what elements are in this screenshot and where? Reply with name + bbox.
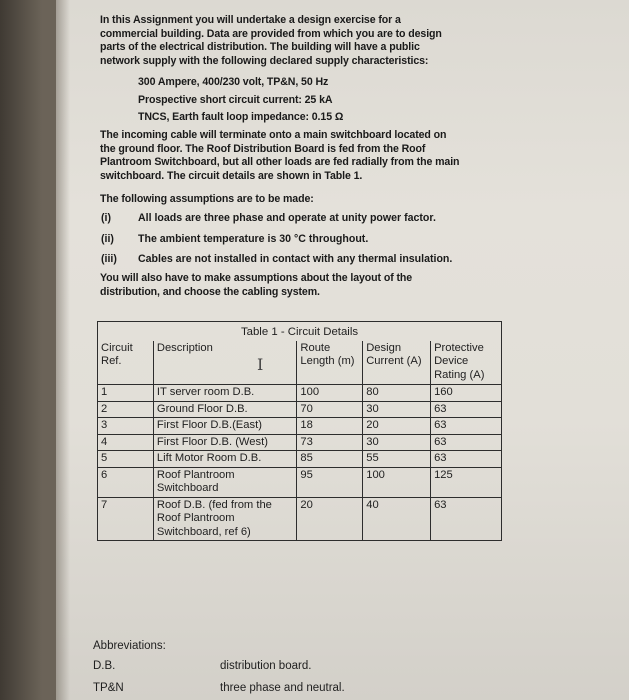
- supply-line: TNCS, Earth fault loop impedance: 0.15 Ω: [138, 111, 344, 123]
- cell-ref: 3: [98, 418, 154, 435]
- cell-current: 100: [363, 467, 431, 497]
- cell-description: Ground Floor D.B.: [153, 401, 297, 418]
- intro-line: commercial building. Data are provided from which you are to design: [100, 27, 442, 40]
- cell-current: 20: [363, 418, 431, 435]
- cell-ref: 5: [98, 451, 154, 468]
- table-row: [98, 385, 502, 402]
- cable-line: the ground floor. The Roof Distribution Board is fed from the Roof: [100, 142, 426, 155]
- cable-paragraph: [100, 129, 459, 183]
- cell-description: Roof D.B. (fed from the Roof Plantroom Switchboard, ref 6): [153, 497, 297, 541]
- table-caption: Table 1 - Circuit Details: [98, 322, 502, 341]
- header-route-length: Route Length (m): [297, 341, 363, 385]
- cell-ref: 6: [98, 467, 154, 497]
- closing-paragraph: [100, 272, 412, 299]
- cable-line: The incoming cable will terminate onto a main switchboard located on: [100, 129, 447, 141]
- table-caption-row: [98, 322, 502, 341]
- header-protective-device: Protective Device Rating (A): [431, 341, 502, 385]
- cell-device: 63: [431, 451, 502, 468]
- closing-line: You will also have to make assumptions about the layout of the: [100, 272, 413, 284]
- cell-description: Roof Plantroom Switchboard: [153, 467, 297, 497]
- assumption-text: The ambient temperature is 30 °C throughout.: [138, 233, 369, 245]
- cell-length: 18: [297, 418, 363, 435]
- cell-device: 63: [431, 418, 502, 435]
- page-edge-shadow: [0, 0, 70, 700]
- cell-current: 30: [363, 401, 431, 418]
- cell-length: 70: [297, 401, 363, 418]
- cell-length: 95: [297, 467, 363, 497]
- header-design-current: Design Current (A): [363, 341, 431, 385]
- table-row: [98, 497, 502, 541]
- assumption-text: All loads are three phase and operate at unity power factor.: [138, 212, 436, 224]
- supply-line: 300 Ampere, 400/230 volt, TP&N, 50 Hz: [138, 76, 329, 88]
- cell-length: 85: [297, 451, 363, 468]
- assumption-text: Cables are not installed in contact with any thermal insulation.: [138, 253, 453, 265]
- abbreviations-heading: Abbreviations:: [93, 640, 166, 652]
- header-circuit-ref: Circuit Ref.: [98, 341, 154, 385]
- assumption-number: (iii): [101, 253, 117, 265]
- intro-paragraph: [100, 14, 442, 68]
- abbreviation-term: D.B.: [93, 660, 116, 672]
- header-description: Description: [153, 341, 297, 385]
- cable-line: Plantroom Switchboard, but all other loads are fed radially from the main: [100, 156, 460, 169]
- abbreviation-meaning: three phase and neutral.: [220, 682, 345, 694]
- table-header-row: [98, 341, 502, 385]
- cell-ref: 2: [98, 401, 154, 418]
- cell-device: 125: [431, 467, 502, 497]
- cell-device: 160: [431, 385, 502, 402]
- intro-line: network supply with the following declared supply characteristics:: [100, 54, 429, 67]
- cell-description: First Floor D.B.(East): [153, 418, 297, 435]
- cable-line: switchboard. The circuit details are shown in Table 1.: [100, 169, 363, 182]
- supply-characteristics: [138, 74, 343, 127]
- intro-line: parts of the electrical distribution. The building will have a public: [100, 41, 420, 54]
- cell-description: Lift Motor Room D.B.: [153, 451, 297, 468]
- assumptions-heading: The following assumptions are to be made:: [100, 193, 314, 205]
- table-row: [98, 467, 502, 497]
- assumption-number: (ii): [101, 233, 114, 245]
- circuit-details-table: [97, 321, 502, 541]
- cell-current: 55: [363, 451, 431, 468]
- abbreviation-meaning: distribution board.: [220, 660, 312, 672]
- supply-line: Prospective short circuit current: 25 kA: [138, 93, 333, 106]
- cell-ref: 4: [98, 434, 154, 451]
- text-cursor-icon: I: [257, 355, 264, 374]
- table-row: [98, 451, 502, 468]
- cell-length: 100: [297, 385, 363, 402]
- table-row: [98, 401, 502, 418]
- assumption-number: (i): [101, 212, 111, 224]
- cell-description: First Floor D.B. (West): [153, 434, 297, 451]
- table-row: [98, 434, 502, 451]
- closing-line: distribution, and choose the cabling system.: [100, 285, 320, 298]
- cell-current: 80: [363, 385, 431, 402]
- cell-length: 73: [297, 434, 363, 451]
- cell-device: 63: [431, 434, 502, 451]
- cell-description: IT server room D.B.: [153, 385, 297, 402]
- cell-device: 63: [431, 401, 502, 418]
- cell-current: 40: [363, 497, 431, 541]
- cell-ref: 1: [98, 385, 154, 402]
- cell-length: 20: [297, 497, 363, 541]
- abbreviation-term: TP&N: [93, 682, 124, 694]
- cell-ref: 7: [98, 497, 154, 541]
- table-row: [98, 418, 502, 435]
- cell-current: 30: [363, 434, 431, 451]
- intro-line: In this Assignment you will undertake a design exercise for a: [100, 14, 401, 26]
- cell-device: 63: [431, 497, 502, 541]
